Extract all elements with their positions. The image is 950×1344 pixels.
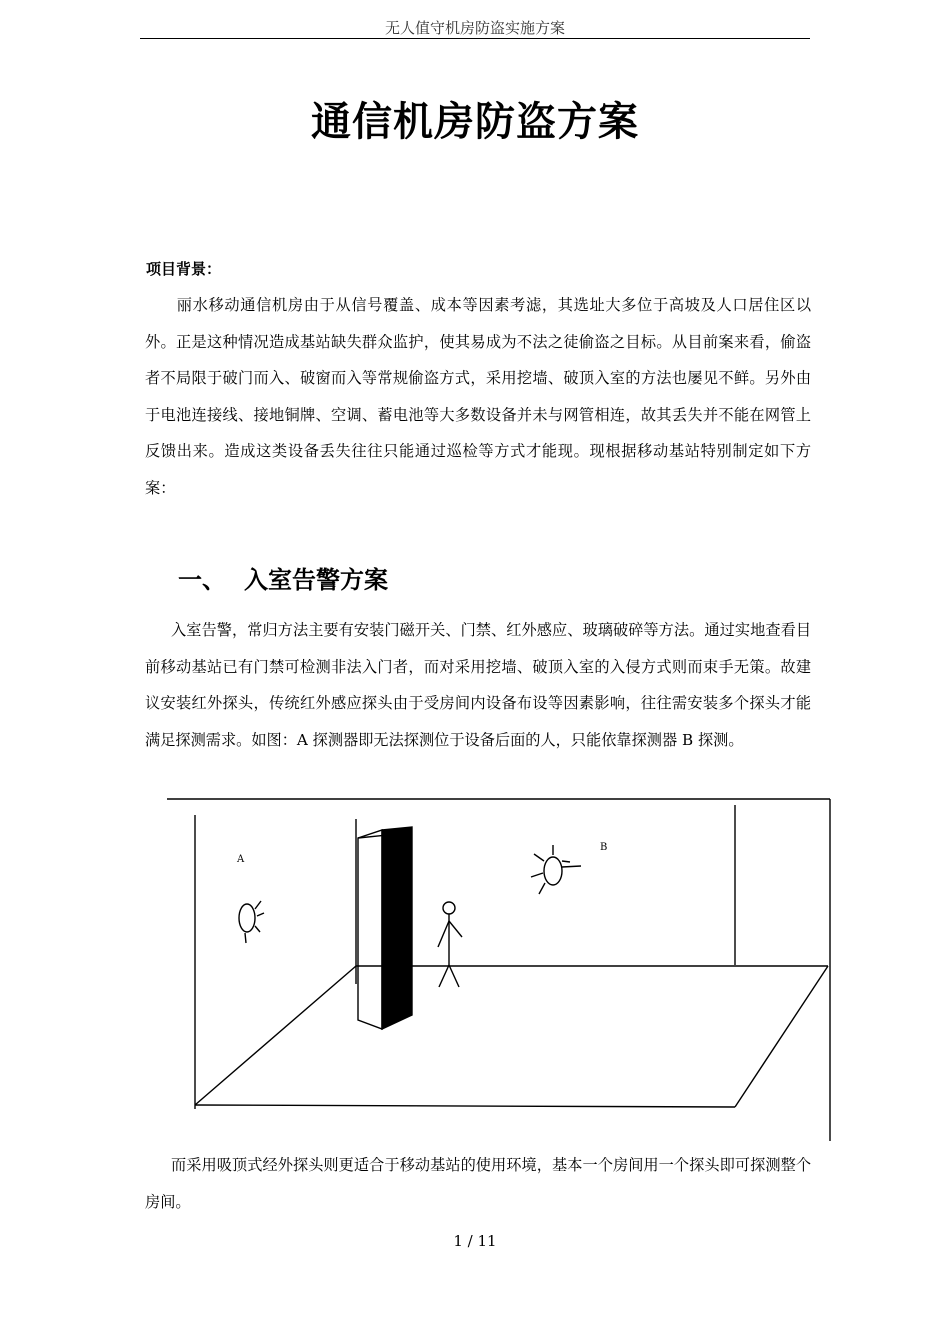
ceiling-detector-paragraph <box>145 1147 811 1220</box>
section-heading-text: 入室告警方案 <box>244 565 388 594</box>
cabinet-side <box>358 830 382 1029</box>
detector-b-lens <box>544 857 562 885</box>
page-number: 1 / 11 <box>453 1232 497 1250</box>
detector-a-ray <box>255 926 260 932</box>
background-paragraph-text: 丽水移动通信机房由于从信号覆盖、成本等因素考滤，其选址大多位于高坡及人口居住区以外。正是这种情况造成基站缺失群众监护，使其易成为不法之徒偷盗之目标。从目前案来看，偷盗者不局限于破门而入、破窗而入等常规偷盗方式，采用挖墙、破顶入室的方法也屡见不鲜。另外由于电池连接线、接地铜牌、空调、蓄电池等大多数设备并未与网管相连，故其丢失并不能在网管上反馈出来。造成这类设备丢失往往只能通过巡检等方式才能现。现根据移动基站特别制定如下方案： <box>145 296 811 497</box>
floor-right-line <box>735 966 828 1107</box>
detector-diagram <box>160 797 840 1147</box>
background-label: 项目背景： <box>146 260 222 278</box>
detector-a-ray <box>245 933 246 943</box>
running-header-title: 无人值守机房防盗实施方案 <box>384 19 565 37</box>
person-right-leg <box>449 965 459 987</box>
person-left-leg <box>439 965 449 987</box>
floor-front-line <box>195 1105 735 1107</box>
detector-b-ray <box>534 854 544 861</box>
section-number: 一、 <box>178 565 226 594</box>
background-paragraph <box>145 287 811 506</box>
detector-b-ray <box>562 866 581 867</box>
detector-a-ray <box>257 913 264 916</box>
detector-b-label: B <box>600 842 608 853</box>
intrusion-paragraph-text: 入室告警，常归方法主要有安装门磁开关、门禁、红外感应、玻璃破碎等方法。通过实地查看目前移动基站已有门禁可检测非法入门者，而对采用挖墙、破顶入室的入侵方式则而束手无策。故建议安装红外探头，传统红外感应探头由于受房间内设备布设等因素影响，往往需安装多个探头才能满足探测需求。如图：A 探测器即无法探测位于设备后面的人，只能依靠探测器 B 探测。 <box>145 621 811 749</box>
person-left-arm <box>438 921 449 947</box>
floor-left-line <box>195 966 356 1105</box>
detector-b-ray <box>531 873 543 877</box>
detector-a-lens <box>239 904 255 932</box>
detector-a-ray <box>255 901 261 909</box>
detector-b-ray <box>539 883 545 894</box>
detector-a-label: A <box>237 854 245 865</box>
section-heading <box>178 560 388 595</box>
person-right-arm <box>449 921 462 937</box>
document-title: 通信机房防盗方案 <box>311 98 639 145</box>
detector-b-ray <box>562 861 570 862</box>
intrusion-paragraph <box>145 612 811 758</box>
ceiling-detector-paragraph-text: 而采用吸顶式经外探头则更适合于移动基站的使用环境，基本一个房间用一个探头即可探测整个房间。 <box>145 1156 811 1211</box>
cabinet-front <box>382 827 412 1029</box>
person-head <box>443 902 455 914</box>
header-divider <box>140 38 810 39</box>
